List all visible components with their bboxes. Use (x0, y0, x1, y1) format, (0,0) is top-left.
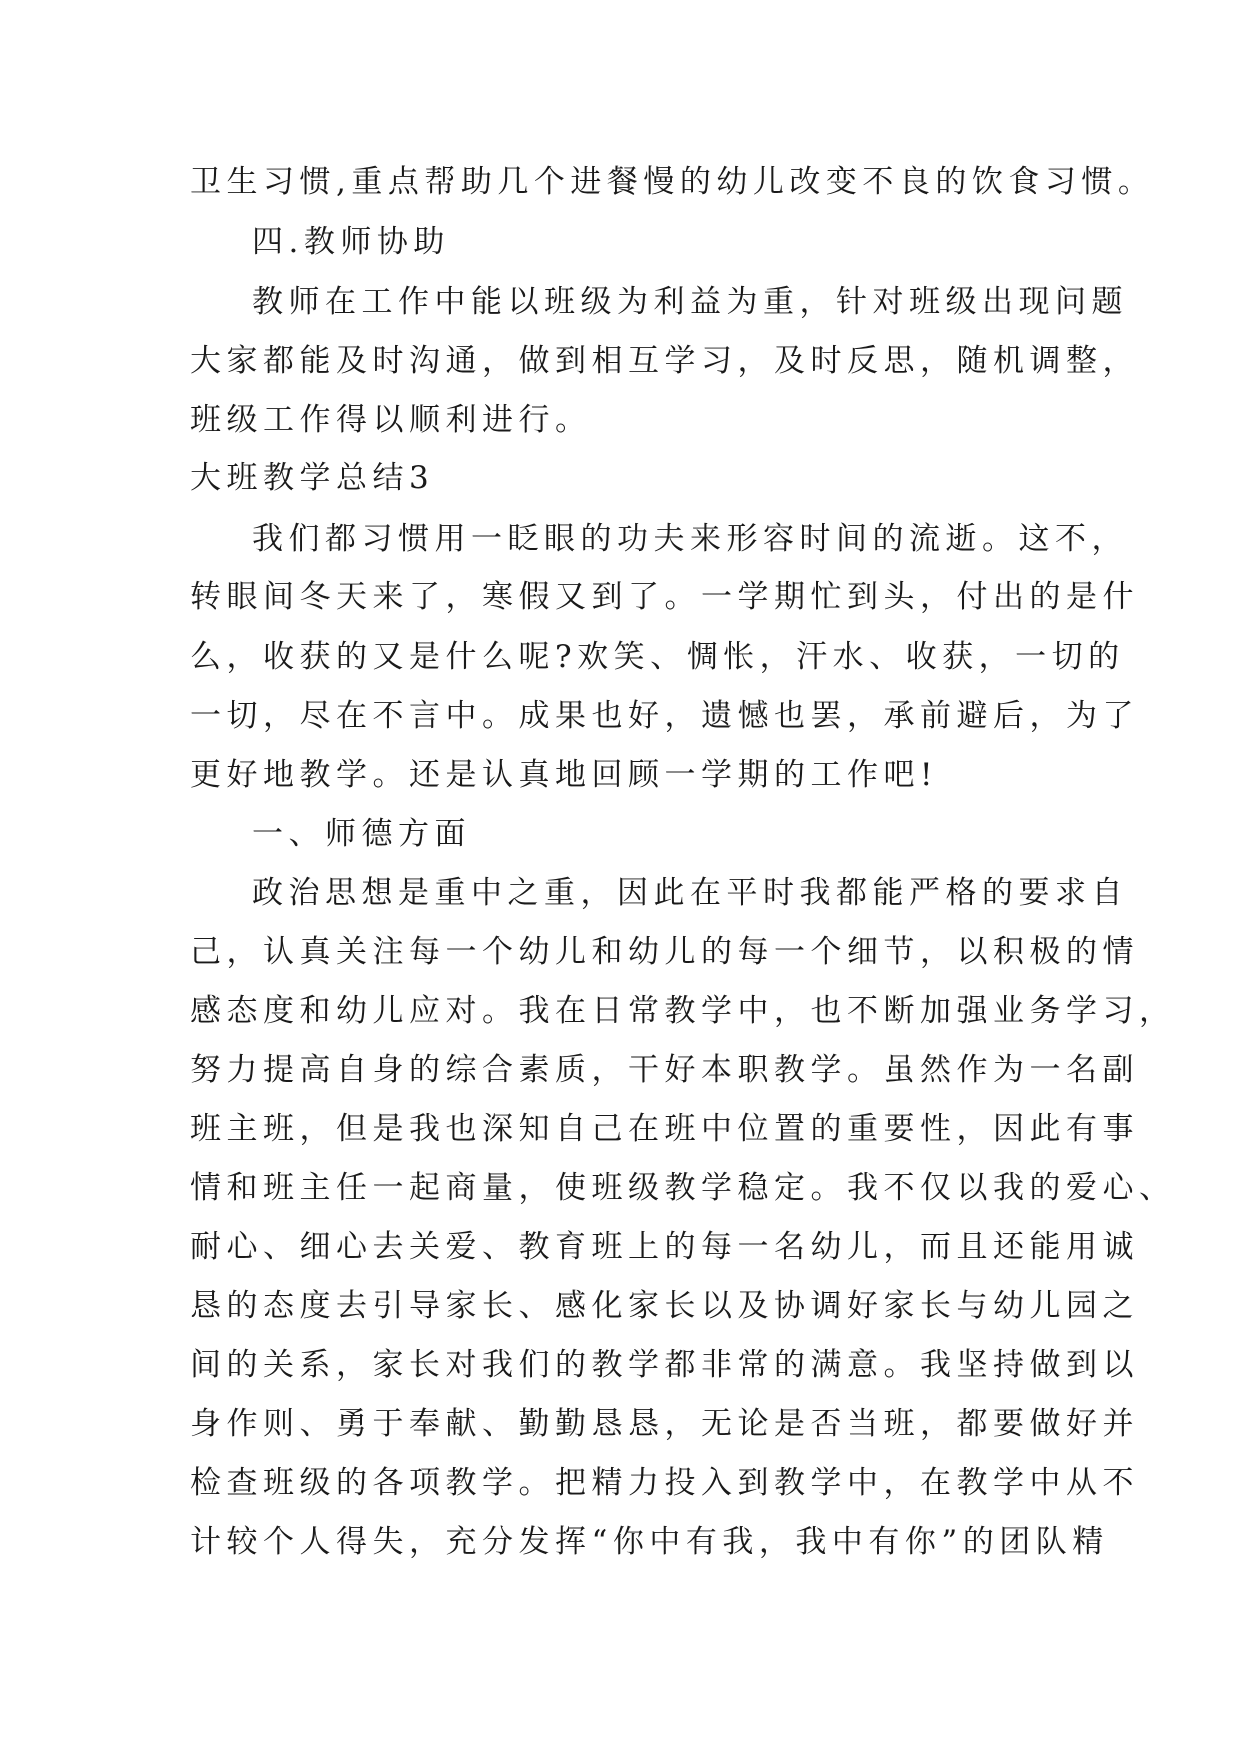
paragraph-first-line: 教师在工作中能以班级为利益为重，针对班级出现问题 (252, 284, 1128, 320)
body-line: 更好地教学。还是认真地回顾一学期的工作吧! (190, 757, 938, 793)
body-line: 耐心、细心去关爱、教育班上的每一名幼儿，而且还能用诚 (190, 1229, 1139, 1265)
body-line: 恳的态度去引导家长、感化家长以及协调好家长与幼儿园之 (190, 1288, 1139, 1324)
body-line: 努力提高自身的综合素质，干好本职教学。虽然作为一名副 (190, 1052, 1139, 1088)
section-heading-teacher-assist: 四.教师协助 (252, 224, 450, 260)
body-line: 己，认真关注每一个幼儿和幼儿的每一个细节，以积极的情 (190, 934, 1139, 970)
body-line: 么，收获的又是什么呢?欢笑、惆怅，汗水、收获，一切的 (190, 639, 1125, 675)
body-line-hygiene-habits: 卫生习惯,重点帮助几个进餐慢的幼儿改变不良的饮食习惯。 (190, 164, 1155, 200)
body-line: 间的关系，家长对我们的教学都非常的满意。我坚持做到以 (190, 1347, 1139, 1383)
paragraph-first-line: 政治思想是重中之重，因此在平时我都能严格的要求自 (252, 875, 1128, 911)
body-line: 转眼间冬天来了，寒假又到了。一学期忙到头，付出的是什 (190, 579, 1139, 615)
body-line: 身作则、勇于奉献、勤勤恳恳，无论是否当班，都要做好并 (190, 1406, 1139, 1442)
body-line: 感态度和幼儿应对。我在日常教学中，也不断加强业务学习， (190, 993, 1176, 1029)
document-title: 大班教学总结3 (190, 460, 435, 496)
section-heading-teacher-ethics: 一、师德方面 (252, 816, 471, 852)
body-line: 班主班，但是我也深知自己在班中位置的重要性，因此有事 (190, 1111, 1139, 1147)
body-line: 班级工作得以顺利进行。 (190, 402, 592, 438)
body-line: 大家都能及时沟通，做到相互学习，及时反思，随机调整， (190, 343, 1139, 379)
body-line: 一切，尽在不言中。成果也好，遗憾也罢，承前避后，为了 (190, 698, 1139, 734)
body-line: 计较个人得失，充分发挥“你中有我，我中有你”的团队精 (190, 1524, 1109, 1560)
paragraph-first-line: 我们都习惯用一眨眼的功夫来形容时间的流逝。这不， (252, 521, 1128, 557)
body-line: 情和班主任一起商量，使班级教学稳定。我不仅以我的爱心、 (190, 1170, 1176, 1206)
body-line: 检查班级的各项教学。把精力投入到教学中，在教学中从不 (190, 1465, 1139, 1501)
